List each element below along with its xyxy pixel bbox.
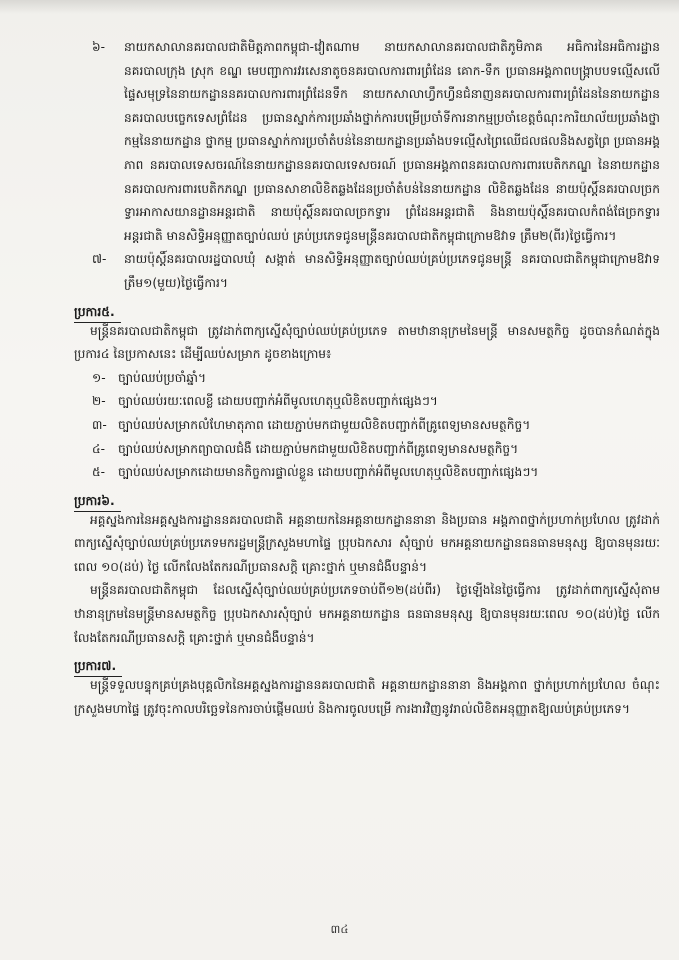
item-text: ច្បាប់ឈប់ប្រចាំឆ្នាំ។ — [118, 370, 207, 385]
item-number: ១- — [92, 370, 106, 385]
item-text: ច្បាប់ឈប់សម្រាកដោយមានកិច្ចការផ្ទាល់ខ្លួន ដោយបញ្ជាក់អំពីមូលហេតុឬលិខិតបញ្ជាក់ផ្សេងៗ។ — [118, 465, 539, 480]
article-5-list — [92, 367, 660, 485]
article-5-intro: មន្ត្រីនគរបាលជាតិកម្ពុជា ត្រូវដាក់ពាក្យស្នើសុំច្បាប់ឈប់គ្រប់ប្រភេទ តាមឋានានុក្រមនៃមន្ត្រី មានសមត្ថកិច្ច ដូចបានកំណត់ក្នុងប្រការ៤ នៃប្រកាសនេះ ដើម្បីឈប់សម្រាក ដូចខាងក្រោម៖ — [74, 323, 660, 362]
list-item — [92, 461, 660, 485]
article-5-heading-wrap — [74, 296, 660, 320]
article-7-heading: ប្រការ៧. — [74, 656, 122, 677]
item-number: ៤- — [92, 441, 106, 456]
item-text: នាយកសាលានគរបាលជាតិមិត្តភាពកម្ពុជា-វៀតណាម នាយកសាលានគរបាលជាតិភូមិភាគ អធិការនៃអធិការដ្ឋាននគរបាលក្រុង ស្រុក ខណ្ឌ មេបញ្ជាការវរសេនាតូចនគរបាលការពារព្រំដែន គោក-ទឹក ប្រធានអង្គភាពបង្ក្រាបបទល្មើសលើផ្ទៃសមុទ្រនៃនាយកដ្ឋាននគរបាលការពារព្រំដែនទឹក នាយកសាលាហ្វឹកហ្វឺនជំនាញនគរបាលការពារព្រំដែននៃនាយកដ្ឋាននគរបាលបច្ចេកទេសព្រំដែន ប្រធានស្នាក់ការប្រឆាំងថ្នាក់ការបម្រើប្រចាំទីការនាកម្មប្រចាំខេត្តចំណុះការិយាល័យប្រឆាំងថ្នាកម្មនៃនាយកដ្ឋាន ថ្នាកម្ម ប្រធានស្នាក់ការប្រចាំតំបន់នៃនាយកដ្ឋានប្រឆាំងបទល្មើសព្រៃឈើជលផលនិងសត្វព្រៃ ប្រធានអង្គភាព នគរបាលទេសចរណ៍នៃនាយកដ្ឋាននគរបាលទេសចរណ៍ ប្រធានអង្គភាពនគរបាលការពារបេតិកភណ្ឌ នៃនាយកដ្ឋាននគរបាលការពារបេតិកភណ្ឌ ប្រធានសាខាលិខិតឆ្លងដែនប្រចាំតំបន់នៃនាយកដ្ឋាន លិខិតឆ្លងដែន នាយប៉ុស្តិ៍នគរបាលច្រកទ្វារអាកាសយានដ្ឋានអន្តរជាតិ នាយប៉ុស្តិ៍នគរបាលច្រកទ្វារ ព្រំដែនអន្តរជាតិ និងនាយប៉ុស្តិ៍នគរបាលកំពង់ផែច្រកទ្វារអន្តរជាតិ មានសិទ្ធិអនុញ្ញាតច្បាប់ឈប់ គ្រប់ប្រភេទជូនមន្ត្រីនគរបាលជាតិកម្ពុជាក្រោមឱវាទ ត្រឹម២(ពីរ)ថ្ងៃធ្វើការ។ — [124, 40, 660, 243]
item-text: ច្បាប់ឈប់រយៈពេលខ្លី ដោយបញ្ជាក់អំពីមូលហេតុឬលិខិតបញ្ជាក់ផ្សេងៗ។ — [118, 394, 438, 409]
article-7-heading-wrap — [74, 650, 660, 674]
list-item-7 — [92, 248, 660, 295]
article-6-heading: ប្រការ៦. — [74, 491, 121, 512]
item-number: ២- — [92, 394, 106, 409]
article-6-paragraph-2: មន្ត្រីនគរបាលជាតិកម្ពុជា ដែលស្នើសុំច្បាប់ឈប់គ្រប់ប្រភេទចាប់ពី១២(ដប់ពីរ) ថ្ងៃឡើងនៃថ្ងៃធ្វើការ ត្រូវដាក់ពាក្យស្នើសុំតាមឋានានុក្រមនៃមន្ត្រីមានសមត្ថកិច្ច ប្រុបឯកសារសុំច្បាប់ មកអគ្គនាយកដ្ឋាន ធនធានមនុស្ស ឱ្យបានមុនរយៈពេល ១០(ដប់)ថ្ងៃ លើកលែងតែករណីប្រធានសក្តិ គ្រោះថ្នាក់ ឬមានជំងឺបន្ទាន់។ — [74, 583, 660, 645]
list-item — [92, 390, 660, 414]
item-number: ៣- — [92, 417, 107, 432]
article-6-heading-wrap — [74, 485, 660, 509]
list-item-6 — [92, 36, 660, 248]
item-number: ៦- — [92, 40, 106, 54]
scan-shadow — [0, 0, 679, 14]
article-6-paragraph-1: អគ្គស្នងការនៃអគ្គស្នងការដ្ឋាននគរបាលជាតិ អគ្គនាយកនៃអគ្គនាយកដ្ឋាននានា និងប្រធាន អង្គភាពថ្នាក់ប្រហាក់ប្រហែល ត្រូវដាក់ពាក្យស្នើសុំច្បាប់ឈប់គ្រប់ប្រភេទមករដ្ឋមន្ត្រីក្រសួងមហាផ្ទៃ ប្រុបឯកសារ សុំច្បាប់ មកអគ្គនាយកដ្ឋានធនធានមនុស្ស ឱ្យបានមុនរយៈពេល ១០(ដប់) ថ្ងៃ លើកលែងតែករណីប្រធានសក្តិ គ្រោះថ្នាក់ ឬមានជំងឺបន្ទាន់។ — [74, 512, 660, 574]
article-7-paragraph-1: មន្ត្រីទទួលបន្ទុកគ្រប់គ្រងបុគ្គលិកនៃអគ្គស្នងការដ្ឋាននគរបាលជាតិ អគ្គនាយកដ្ឋាននានា និងអង្គភាព ថ្នាក់ប្រហាក់ប្រហែល ចំណុះក្រសួងមហាផ្ទៃ ត្រូវចុះកាលបរិច្ឆេទនៃការចាប់ផ្តើមឈប់ និងការចូលបម្រើ ការងារវិញនូវរាល់លិខិតអនុញ្ញាតឱ្យឈប់គ្រប់ប្រភេទ។ — [74, 678, 660, 716]
item-number: ៥- — [92, 465, 106, 480]
document-body — [74, 36, 660, 721]
item-text: នាយប៉ុស្តិ៍នគរបាលរដ្ឋបាលឃុំ សង្កាត់ មានសិទ្ធិអនុញ្ញាតច្បាប់ឈប់គ្រប់ប្រភេទជូនមន្ត្រី នគរបាលជាតិកម្ពុជាក្រោមឱវាទ ត្រឹម១(មួយ)ថ្ងៃធ្វើការ។ — [124, 252, 660, 290]
item-text: ច្បាប់ឈប់សម្រាកព្យាបាលជំងឺ ដោយភ្ជាប់មកជាមួយលិខិតបញ្ជាក់ពីគ្រូពេទ្យមានសមត្ថកិច្ច។ — [118, 441, 519, 456]
item-text: ច្បាប់ឈប់សម្រាកលំហែមាតុភាព ដោយភ្ជាប់មកជាមួយលិខិតបញ្ជាក់ពីគ្រូពេទ្យមានសមត្ថកិច្ច។ — [118, 417, 531, 432]
page-number: ៣៤ — [330, 922, 349, 936]
item-number: ៧- — [92, 252, 107, 267]
list-item — [92, 438, 660, 462]
list-item — [92, 414, 660, 438]
list-item — [92, 367, 660, 391]
article-5-heading: ប្រការ៥. — [74, 302, 121, 323]
